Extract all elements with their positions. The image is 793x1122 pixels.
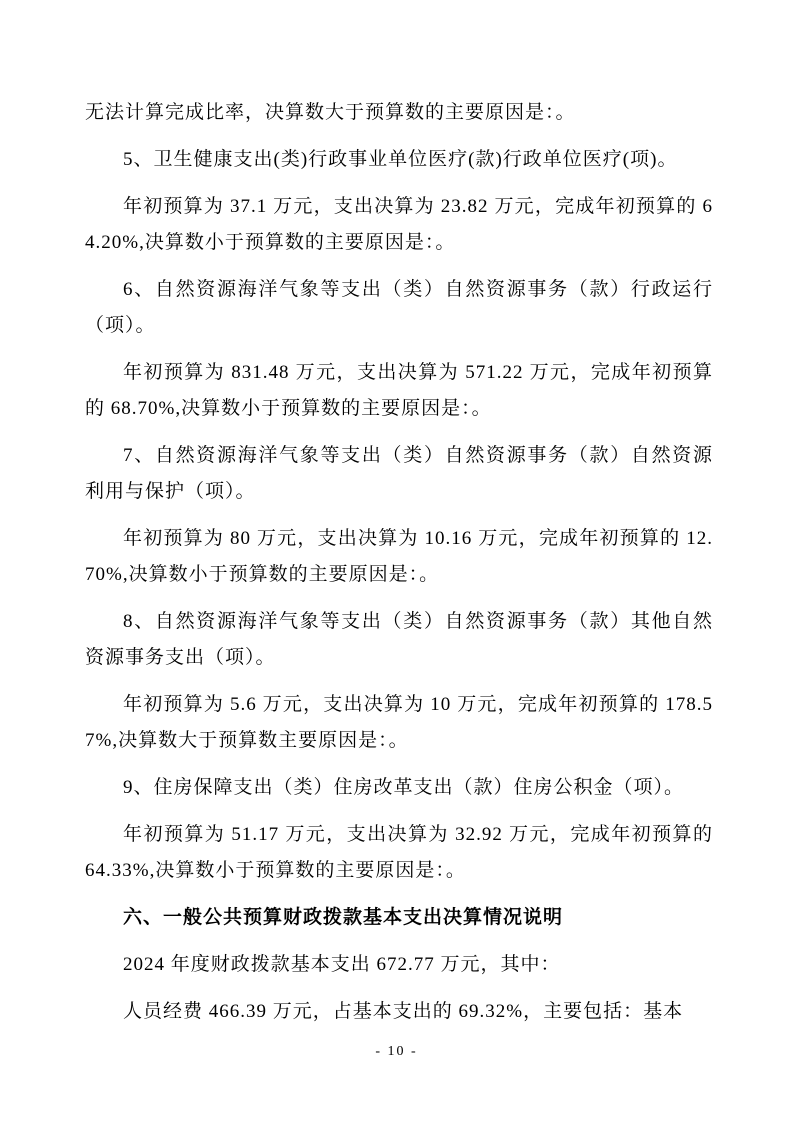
paragraph-item-8-detail: 年初预算为 5.6 万元，支出决算为 10 万元，完成年初预算的 178.57%,决算数大于预算数主要原因是：。 — [85, 694, 713, 751]
paragraph-item-9-detail: 年初预算为 51.17 万元，支出决算为 32.92 万元，完成年初预算的 64.33%,决算数小于预算数的主要原因是：。 — [85, 824, 713, 881]
paragraph-item-7: 7、自然资源海洋气象等支出（类）自然资源事务（款）自然资源利用与保护（项）。 — [85, 445, 713, 502]
paragraph-item-6-detail: 年初预算为 831.48 万元，支出决算为 571.22 万元，完成年初预算的 68.70%,决算数小于预算数的主要原因是：。 — [85, 362, 713, 419]
section-heading-6: 六、一般公共预算财政拨款基本支出决算情况说明 — [123, 907, 564, 928]
paragraph-item-9: 9、住房保障支出（类）住房改革支出（款）住房公积金（项）。 — [123, 777, 685, 798]
paragraph-continuation: 无法计算完成比率，决算数大于预算数的主要原因是：。 — [85, 102, 576, 123]
page-number: - 10 - — [375, 1044, 418, 1059]
paragraph-item-5-detail: 年初预算为 37.1 万元，支出决算为 23.82 万元，完成年初预算的 64.20%,决算数小于预算数的主要原因是：。 — [85, 196, 713, 253]
paragraph-item-8: 8、自然资源海洋气象等支出（类）自然资源事务（款）其他自然资源事务支出（项）。 — [85, 611, 713, 668]
paragraph-item-6: 6、自然资源海洋气象等支出（类）自然资源事务（款）行政运行（项）。 — [85, 279, 713, 336]
paragraph-item-5: 5、卫生健康支出(类)行政事业单位医疗(款)行政单位医疗(项)。 — [123, 149, 678, 170]
paragraph-item-7-detail: 年初预算为 80 万元，支出决算为 10.16 万元，完成年初预算的 12.70%,决算数小于预算数的主要原因是：。 — [85, 528, 713, 585]
paragraph-personnel-expense: 人员经费 466.39 万元，占基本支出的 69.32%，主要包括：基本 — [123, 1001, 684, 1022]
document-content — [85, 95, 713, 1041]
paragraph-basic-expenditure: 2024 年度财政拨款基本支出 672.77 万元，其中： — [123, 954, 561, 975]
